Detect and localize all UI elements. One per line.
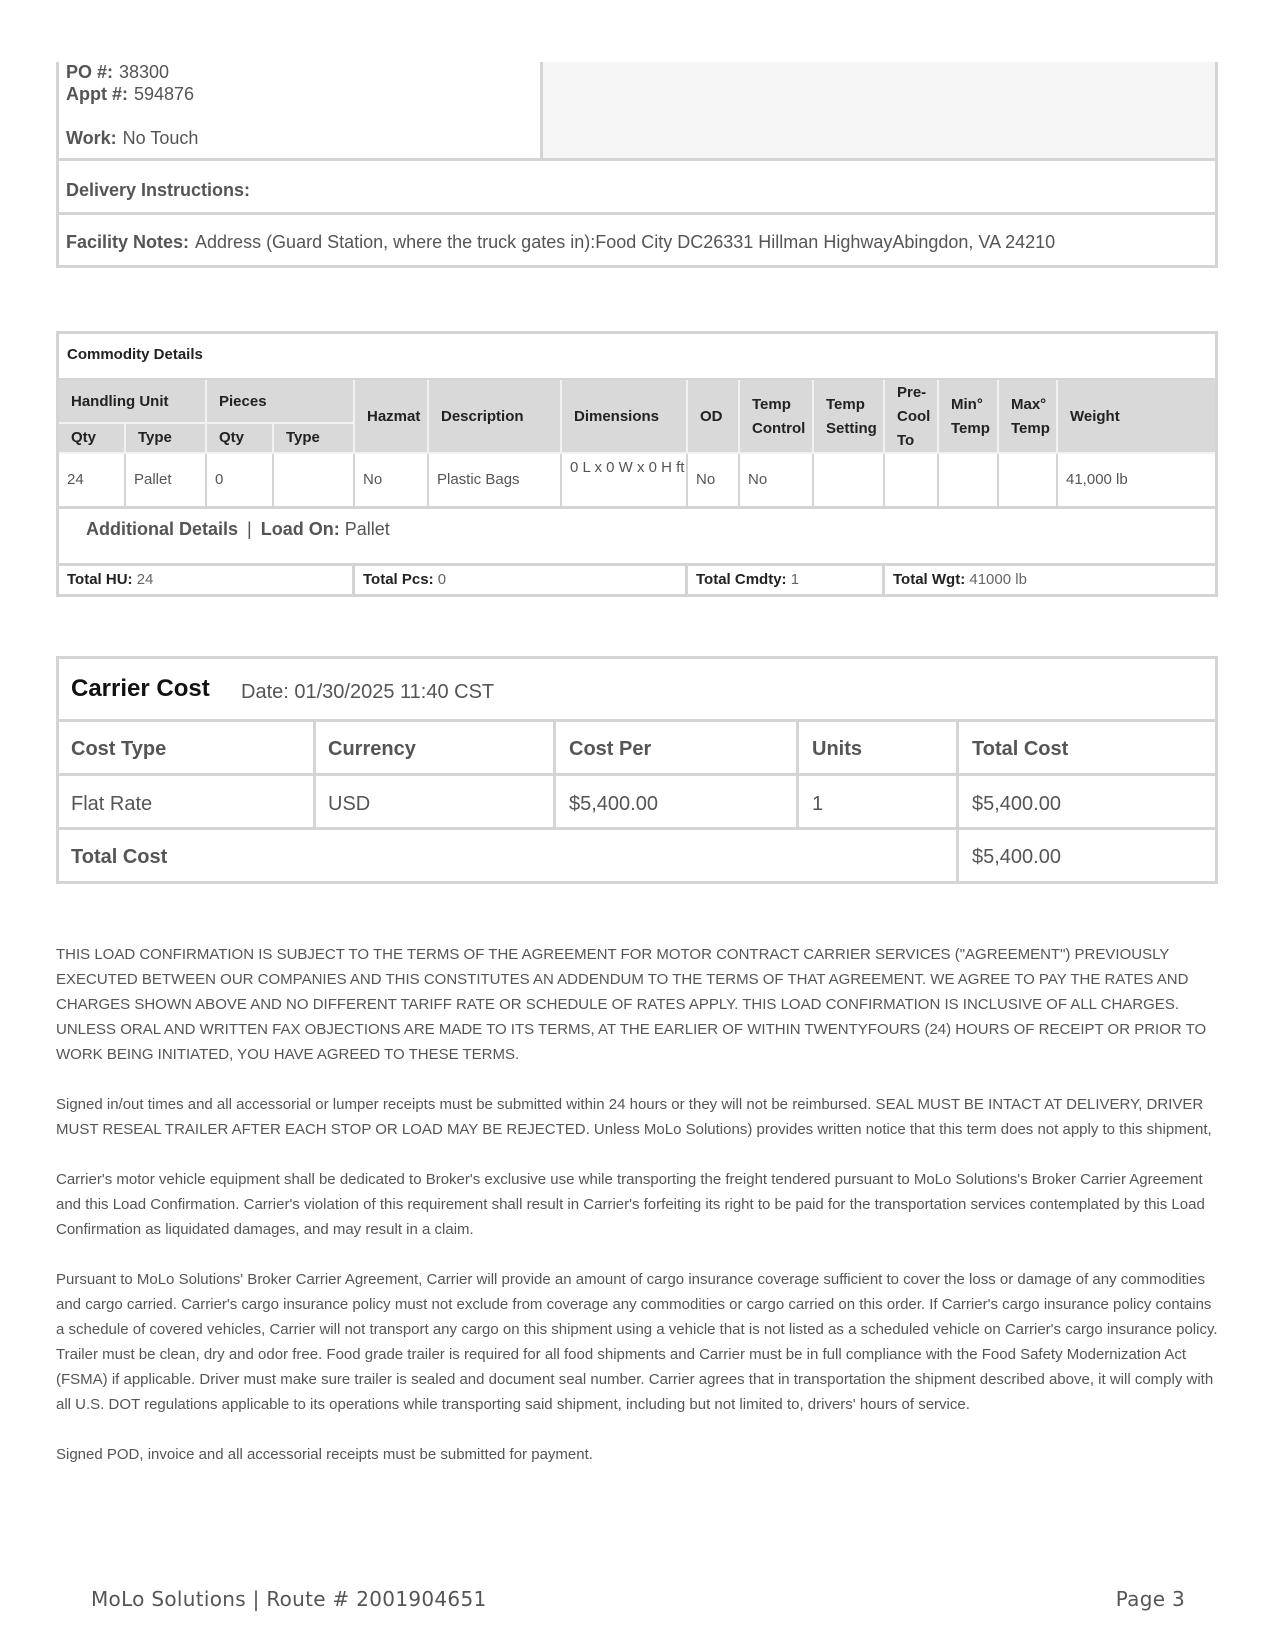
- col-cost-type: Cost Type: [71, 738, 167, 760]
- cost-type-value: Flat Rate: [71, 793, 153, 815]
- header-max-temp: Max° Temp: [999, 380, 1058, 454]
- header-dimensions: Dimensions: [562, 380, 688, 454]
- terms-paragraph: Carrier's motor vehicle equipment shall be dedicated to Broker's exclusive use while transporting the freight tendered pursuant to MoLo Solutions's Broker Carrier Agreement and this Load Confirmation. Carrier's violation of this requirement shall result in Carrier's forfeiting its right to be paid for the transportation services contemplated by this Load Confirmation as liquidated damages, and may result in a claim.: [56, 1171, 1205, 1238]
- footer-route: MoLo Solutions | Route # 2001904651: [91, 1587, 487, 1611]
- terms-paragraph: Pursuant to MoLo Solutions' Broker Carrier Agreement, Carrier will provide an amount of cargo insurance coverage sufficient to cover the loss or damage of any commodities and cargo carried. Carrier's cargo insurance policy must not exclude from coverage any commodities or cargo carried on this order. If Carrier's cargo insurance policy contains a schedule of covered vehicles, Carrier will not transport any cargo on this shipment using a vehicle that is not listed as a scheduled vehicle on Carrier's cargo insurance policy. Trailer must be clean, dry and odor free. Food grade trailer is required for all food shipments and Carrier must be in full compliance with the Food Safety Modernization Act (FSMA) if applicable. Driver must make sure trailer is sealed and document seal number. Carrier agrees that in transportation the shipment described above, it will comply with all U.S. DOT regulations applicable to its operations while transporting said shipment, including but not limited to, drivers' hours of service.: [56, 1271, 1218, 1413]
- row-weight: 41,000 lb: [1066, 471, 1128, 488]
- total-cmdty: [688, 566, 885, 594]
- footer-page-number: Page 3: [1115, 1587, 1185, 1611]
- facility-notes: [66, 232, 1055, 253]
- additional-details: Additional Details | Load On: Pallet: [86, 519, 390, 539]
- total-hu-label: Total HU:: [67, 571, 133, 588]
- row-pre-cool: [885, 454, 939, 506]
- header-pcs-type: Type: [274, 424, 355, 454]
- currency-value: USD: [328, 793, 371, 815]
- work-label: Work:: [66, 128, 117, 148]
- load-on-label: Load On:: [260, 519, 340, 539]
- header-pre-cool: Pre-Cool To: [885, 380, 939, 454]
- commodity-totals: [59, 566, 1215, 594]
- row-hazmat: No: [355, 454, 429, 506]
- header-temp-setting: Temp Setting: [814, 380, 885, 454]
- units-value: 1: [812, 793, 824, 815]
- header-hu-qty: Qty: [59, 424, 126, 454]
- total-cost-value: $5,400.00: [972, 793, 1061, 815]
- header-pieces: Pieces: [207, 380, 355, 424]
- divider: [56, 158, 1218, 161]
- grand-total-label: Total Cost: [71, 846, 168, 868]
- row-hu-type: Pallet: [126, 454, 207, 506]
- facility-notes-value: Address (Guard Station, where the truck gates in):Food City DC26331 Hillman HighwayAbingdon, VA 24210: [195, 232, 1056, 252]
- divider: [56, 212, 1218, 215]
- total-hu-value: 24: [136, 571, 154, 588]
- additional-details-label: Additional Details: [86, 519, 239, 539]
- col-units: Units: [812, 738, 862, 760]
- po-label: PO #:: [66, 62, 114, 82]
- col-total-cost: Total Cost: [972, 738, 1069, 760]
- total-cmdty-label: Total Cmdty:: [696, 571, 787, 588]
- row-hu-qty: 24: [59, 454, 126, 506]
- commodity-row: [59, 454, 1215, 506]
- po-value: 38300: [119, 62, 170, 82]
- row-min-temp: [939, 454, 999, 506]
- row-temp-setting: [814, 454, 885, 506]
- work-value: No Touch: [122, 128, 199, 148]
- row-max-temp: [999, 454, 1058, 506]
- delivery-instructions-label: Delivery Instructions:: [66, 180, 251, 200]
- header-handling-unit: Handling Unit: [59, 380, 207, 424]
- load-on-value: Pallet: [344, 519, 390, 539]
- header-temp-control: Temp Control: [740, 380, 814, 454]
- row-description: Plastic Bags: [429, 454, 562, 506]
- terms-paragraph: THIS LOAD CONFIRMATION IS SUBJECT TO THE TERMS OF THE AGREEMENT FOR MOTOR CONTRACT CARRIER SERVICES ("AGREEMENT") PREVIOUSLY EXECUTED BETWEEN OUR COMPANIES AND THIS CONSTITUTES AN ADDENDUM TO THE TERMS OF THAT AGREEMENT. WE AGREE TO PAY THE RATES AND CHARGES SHOWN ABOVE AND NO DIFFERENT TARIFF RATE OR SCHEDULE OF RATES APPLY. THIS LOAD CONFIRMATION IS INCLUSIVE OF ALL CHARGES. UNLESS ORAL AND WRITTEN FAX OBJECTIONS ARE MADE TO ITS TERMS, AT THE EARLIER OF WITHIN TWENTYFOURS (24) HOURS OF RECEIPT OR PRIOR TO WORK BEING INITIATED, YOU HAVE AGREED TO THESE TERMS.: [56, 946, 1207, 1063]
- row-pcs-qty: 0: [207, 454, 274, 506]
- appt-label: Appt #:: [66, 84, 128, 104]
- total-pcs-label: Total Pcs:: [363, 571, 434, 588]
- facility-notes-label: Facility Notes:: [66, 232, 190, 252]
- row-od: No: [688, 454, 740, 506]
- appt-number: [66, 84, 194, 105]
- total-wgt-label: Total Wgt:: [893, 571, 966, 588]
- carrier-cost-date: Date: 01/30/2025 11:40 CST: [241, 681, 495, 703]
- header-min-temp: Min° Temp: [939, 380, 999, 454]
- grand-total-value: $5,400.00: [972, 846, 1061, 868]
- stop-details-box: [56, 62, 1218, 268]
- commodity-details-title: Commodity Details: [67, 346, 203, 363]
- terms-paragraph: Signed in/out times and all accessorial or lumper receipts must be submitted within 24 hours or they will not be reimbursed. SEAL MUST BE INTACT AT DELIVERY, DRIVER MUST RESEAL TRAILER AFTER EACH STOP OR LOAD MAY BE REJECTED. Unless MoLo Solutions) provides written notice that this term does not apply to this shipment,: [56, 1096, 1212, 1138]
- col-cost-per: Cost Per: [569, 738, 652, 760]
- row-pcs-type: [274, 454, 355, 506]
- delivery-instructions: [66, 180, 256, 201]
- header-description: Description: [429, 380, 562, 454]
- terms-paragraph: Signed POD, invoice and all accessorial receipts must be submitted for payment.: [56, 1446, 593, 1463]
- total-cmdty-value: 1: [790, 571, 800, 588]
- header-od: OD: [688, 380, 740, 454]
- header-hazmat: Hazmat: [355, 380, 429, 454]
- terms-and-conditions: [56, 942, 1218, 1492]
- total-wgt: [885, 566, 1215, 594]
- header-hu-type: Type: [126, 424, 207, 454]
- col-currency: Currency: [328, 738, 416, 760]
- total-pcs: [355, 566, 688, 594]
- commodity-details-table: [56, 331, 1218, 597]
- row-dimensions: 0 L x 0 W x 0 H ft: [562, 454, 688, 506]
- total-wgt-value: 41000 lb: [969, 571, 1027, 588]
- header-pcs-qty: Qty: [207, 424, 274, 454]
- row-temp-control: No: [740, 454, 814, 506]
- carrier-cost-title: Carrier Cost: [71, 675, 210, 702]
- carrier-cost-table: [56, 656, 1218, 884]
- appt-value: 594876: [134, 84, 195, 104]
- header-weight: Weight: [1058, 380, 1215, 454]
- work-type: [66, 128, 198, 149]
- cost-per-value: $5,400.00: [569, 793, 658, 815]
- total-pcs-value: 0: [437, 571, 447, 588]
- total-hu: [59, 566, 355, 594]
- po-number: [66, 62, 169, 83]
